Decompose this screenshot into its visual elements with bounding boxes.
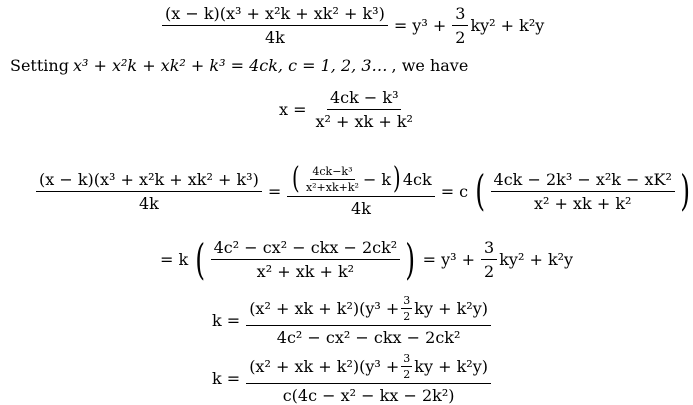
eq4-fraction (211, 238, 401, 281)
eq3-equals: = (267, 181, 282, 201)
eq5-frac-den: 2 (403, 310, 411, 323)
equation-2 (275, 88, 418, 131)
eq4-lhs: = k (160, 250, 189, 269)
eq3-inner-fraction (304, 165, 361, 194)
eq4-denominator: x² + xk + k² (256, 262, 355, 281)
eq4-rhs-b: ky² + k²y (499, 250, 574, 269)
eq6-num-b: ky + k²y) (414, 357, 488, 376)
eq5-fraction (246, 294, 491, 347)
equation-1 (160, 4, 544, 47)
eq3-big-right-paren: ) (680, 166, 691, 215)
eq3-equals-c: = c (440, 181, 469, 201)
eq1-frac-den: 2 (455, 28, 466, 47)
eq3-left-paren: ( (292, 161, 300, 196)
eq5-denominator: 4c² − cx² − ckx − 2ck² (276, 328, 461, 347)
setting-line (10, 56, 468, 75)
equation-4 (156, 234, 574, 284)
eq6-numerator (246, 352, 491, 384)
equation-3 (34, 161, 693, 218)
eq4-three-halves (481, 238, 497, 281)
eq3-right-paren: ) (393, 161, 401, 196)
eq4-numerator: 4c² − cx² − ckx − 2ck² (211, 238, 401, 260)
eq5-num-b: ky + k²y) (414, 299, 488, 318)
eq4-left-paren: ( (195, 234, 206, 284)
eq2-fraction (313, 88, 416, 131)
eq3-inner-numerator: 4ck−k³ (312, 164, 353, 178)
eq6-frac-den: 2 (403, 368, 411, 381)
eq3-rhs-denominator: x² + xk + k² (534, 193, 632, 213)
eq1-numerator: (x − k)(x³ + x²k + xk² + k³) (162, 4, 388, 26)
eq5-frac-num: 3 (403, 294, 411, 307)
eq1-denominator: 4k (264, 28, 285, 47)
eq5-numerator (246, 294, 491, 326)
equation-5 (208, 294, 493, 347)
eq3-big-left-paren: ( (475, 166, 486, 215)
eq4-rhs-a: = y³ + (422, 250, 476, 269)
eq5-lhs: k = (212, 311, 241, 330)
eq2-lhs: x = (279, 100, 307, 119)
eq5-num-a: (x² + xk + k²)(y³ + (249, 299, 400, 318)
eq6-fraction (246, 352, 491, 405)
eq3-mid-numerator (287, 161, 434, 197)
eq2-denominator: x² + xk + k² (315, 112, 413, 131)
eq6-lhs: k = (212, 369, 241, 388)
eq1-three-halves (452, 4, 468, 47)
eq4-right-paren: ) (405, 234, 416, 284)
eq4-frac-num: 3 (481, 238, 497, 260)
eq1-rhs-b: ky² + k²y (470, 16, 545, 35)
setting-math: x³ + x²k + xk² + k³ = 4ck, c = 1, 2, 3… (72, 56, 388, 75)
eq4-frac-den: 2 (484, 262, 495, 281)
eq3-lhs-numerator: (x − k)(x³ + x²k + xk² + k³) (36, 170, 262, 192)
eq3-rhs-fraction (491, 170, 675, 213)
eq1-fraction (162, 4, 388, 47)
eq6-three-halves (401, 352, 412, 381)
eq3-lhs-fraction (36, 170, 262, 213)
eq6-frac-num: 3 (403, 352, 411, 365)
eq5-three-halves (401, 294, 412, 323)
eq1-rhs-a: = y³ + (393, 16, 447, 35)
eq3-mid-denominator: 4k (351, 199, 371, 218)
eq1-frac-num: 3 (452, 4, 468, 26)
setting-lead: Setting (10, 56, 69, 75)
setting-tail: , we have (391, 56, 469, 75)
eq3-inner-tail: 4ck (402, 169, 432, 189)
eq2-numerator: 4ck − k³ (327, 88, 402, 110)
eq3-rhs-numerator: 4ck − 2k³ − x²k − xK² (491, 170, 675, 192)
eq3-lhs-denominator: 4k (138, 193, 159, 213)
eq3-mid-fraction (287, 161, 434, 218)
eq6-num-a: (x² + xk + k²)(y³ + (249, 357, 400, 376)
equation-6 (208, 352, 493, 405)
eq3-inner-denominator: x²+xk+k² (305, 180, 359, 194)
eq3-inner-minus: − k (362, 169, 392, 189)
eq6-denominator: c(4c − x² − kx − 2k²) (282, 386, 455, 405)
